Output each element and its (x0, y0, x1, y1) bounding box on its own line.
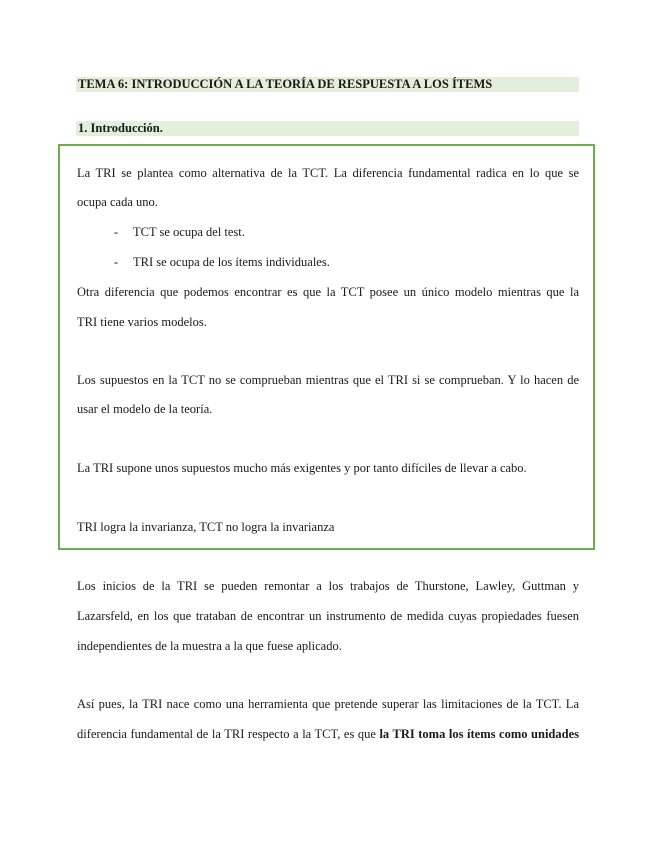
paragraph-line: TRI tiene varios modelos. (77, 315, 207, 329)
list-item-text: TCT se ocupa del test. (133, 225, 245, 239)
list-item-text: TRI se ocupa de los ítems individuales. (133, 255, 330, 269)
paragraph-line: Otra diferencia que podemos encontrar es que la TCT posee un único modelo mientras que la (77, 285, 579, 299)
paragraph-line: ocupa cada uno. (77, 195, 158, 209)
document-title: TEMA 6: INTRODUCCIÓN A LA TEORÍA DE RESPUESTA A LOS ÍTEMS (76, 77, 579, 92)
bullet-dash: - (114, 255, 119, 269)
paragraph-line (77, 727, 579, 742)
paragraph-line: Los inicios de la TRI se pueden remontar a los trabajos de Thurstone, Lawley, Guttman y (77, 579, 579, 593)
bold-text: la TRI toma los ítems como unidades (379, 727, 579, 741)
paragraph-line: TRI logra la invarianza, TCT no logra la invarianza (77, 520, 335, 534)
paragraph-line: usar el modelo de la teoría. (77, 402, 213, 416)
paragraph-line: Así pues, la TRI nace como una herramienta que pretende superar las limitaciones de la TCT. La (77, 697, 579, 711)
paragraph-line: La TRI se plantea como alternativa de la TCT. La diferencia fundamental radica en lo que se (77, 166, 579, 180)
list-item (114, 225, 574, 240)
section-heading: 1. Introducción. (76, 121, 579, 136)
list-item (114, 255, 574, 270)
paragraph-line: La TRI supone unos supuestos mucho más exigentes y por tanto difíciles de llevar a cabo. (77, 461, 527, 475)
paragraph-line: independientes de la muestra a la que fuese aplicado. (77, 639, 342, 653)
paragraph-text: diferencia fundamental de la TRI respecto a la TCT, es que (77, 727, 380, 741)
paragraph-line: Lazarsfeld, en los que trataban de encontrar un instrumento de medida cuyas propiedades fuesen (77, 609, 579, 623)
paragraph-line: Los supuestos en la TCT no se comprueban mientras que el TRI si se comprueban. Y lo hacen de (77, 373, 579, 387)
bullet-dash: - (114, 225, 119, 239)
